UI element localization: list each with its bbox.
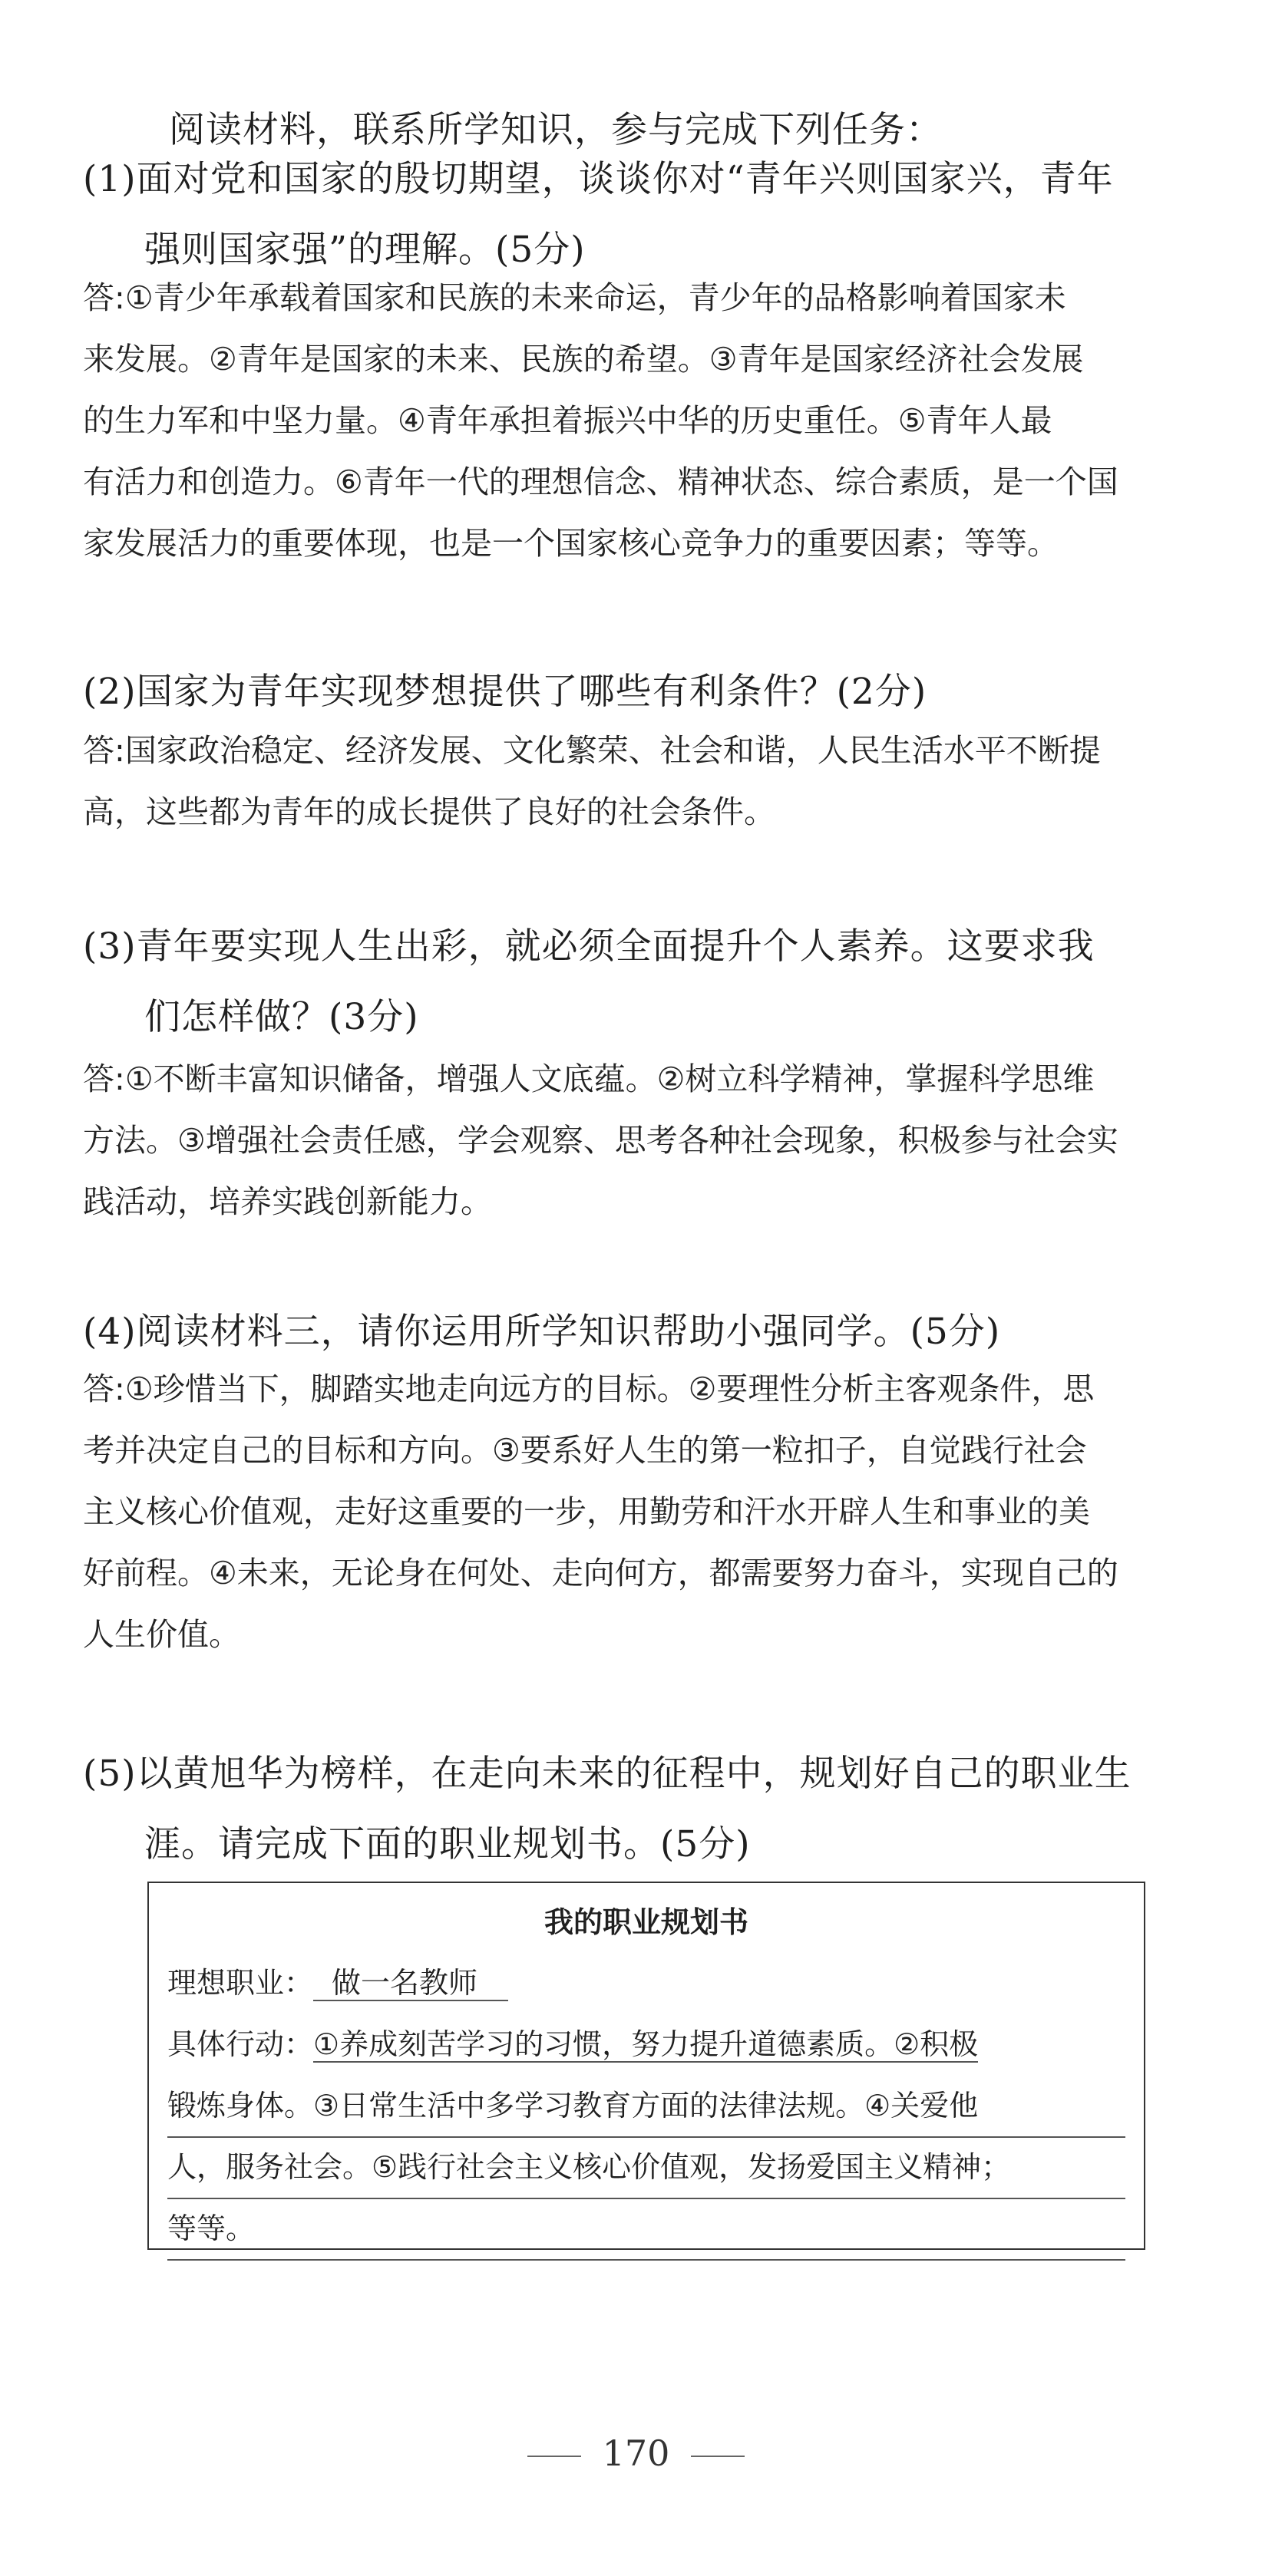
page-number-dash-left bbox=[527, 2456, 581, 2457]
answer-1-line: 家发展活力的重要体现，也是一个国家核心竞争力的重要因素；等等。 bbox=[83, 525, 1059, 562]
question-4-line-1: (4)阅读材料三，请你运用所学知识帮助小强同学。(5分) bbox=[83, 1311, 1001, 1353]
question-1 bbox=[83, 144, 1114, 285]
question-4 bbox=[83, 1297, 1000, 1367]
actions-text: 锻炼身体。③日常生活中多学习教育方面的法律法规。④关爱他 bbox=[167, 2075, 1125, 2138]
question-5-line-2: 涯。请完成下面的职业规划书。(5分) bbox=[144, 1823, 751, 1865]
reading-instruction: 阅读材料，联系所学知识，参与完成下列任务： bbox=[169, 109, 943, 151]
answer-2-line: 高，这些都为青年的成长提供了良好的社会条件。 bbox=[83, 793, 775, 830]
ideal-job-value: 做一名教师 bbox=[313, 1966, 508, 2001]
question-3-line-2: 们怎样做？(3分) bbox=[144, 996, 419, 1038]
answer-3-line: 答:①不断丰富知识储备，增强人文底蕴。②树立科学精神，掌握科学思维 bbox=[83, 1060, 1095, 1097]
question-5 bbox=[83, 1739, 1132, 1880]
actions-text: 等等。 bbox=[167, 2198, 1125, 2261]
actions-text: 人，服务社会。⑤践行社会主义核心价值观，发扬爱国主义精神； bbox=[167, 2136, 1125, 2199]
question-5-line-1: (5)以黄旭华为榜样，在走向未来的征程中，规划好自己的职业生 bbox=[83, 1753, 1132, 1795]
page-number-dash-right bbox=[691, 2456, 745, 2457]
answer-3-line: 践活动，培养实践创新能力。 bbox=[83, 1183, 492, 1220]
ideal-job-label: 理想职业： bbox=[167, 1966, 314, 2000]
answer-1-line: 有活力和创造力。⑥青年一代的理想信念、精神状态、综合素质，是一个国 bbox=[83, 463, 1118, 500]
answer-1-line: 答:①青少年承载着国家和民族的未来命运，青少年的品格影响着国家未 bbox=[83, 279, 1066, 316]
question-2 bbox=[83, 657, 927, 727]
actions-label: 具体行动： bbox=[167, 2027, 314, 2061]
answer-2-line: 答:国家政治稳定、经济发展、文化繁荣、社会和谐，人民生活水平不断提 bbox=[83, 732, 1101, 769]
answer-1-line: 的生力军和中坚力量。④青年承担着振兴中华的历史重任。⑤青年人最 bbox=[83, 402, 1052, 439]
question-1-line-2: 强则国家强”的理解。(5分) bbox=[144, 229, 586, 271]
career-plan-title: 我的职业规划书 bbox=[543, 1905, 748, 1939]
answer-4-line: 考并决定自己的目标和方向。③要系好人生的第一粒扣子，自觉践行社会 bbox=[83, 1432, 1087, 1469]
question-3-line-1: (3)青年要实现人生出彩，就必须全面提升个人素养。这要求我 bbox=[83, 925, 1095, 968]
answer-1 bbox=[83, 267, 1154, 574]
career-plan-box bbox=[147, 1882, 1145, 2250]
answer-1-line: 来发展。②青年是国家的未来、民族的希望。③青年是国家经济社会发展 bbox=[83, 341, 1084, 378]
answer-3-line: 方法。③增强社会责任感，学会观察、思考各种社会现象，积极参与社会实 bbox=[83, 1122, 1118, 1159]
question-3 bbox=[83, 912, 1095, 1053]
answer-4 bbox=[83, 1358, 1154, 1665]
actions-text: ①养成刻苦学习的习惯，努力提升道德素质。②积极 bbox=[313, 2027, 979, 2061]
answer-2 bbox=[83, 720, 1154, 843]
answer-4-line: 答:①珍惜当下，脚踏实地走向远方的目标。②要理性分析主客观条件，思 bbox=[83, 1370, 1095, 1407]
question-1-line-1: (1)面对党和国家的殷切期望，谈谈你对“青年兴则国家兴，青年 bbox=[83, 158, 1114, 200]
question-2-line-1: (2)国家为青年实现梦想提供了哪些有利条件？(2分) bbox=[83, 671, 927, 713]
answer-3 bbox=[83, 1048, 1154, 1232]
answer-4-line: 主义核心价值观，走好这重要的一步，用勤劳和汗水开辟人生和事业的美 bbox=[83, 1493, 1090, 1530]
page-number bbox=[0, 2433, 1272, 2474]
page-number-value: 170 bbox=[602, 2433, 670, 2474]
answer-4-line: 好前程。④未来，无论身在何处、走向何方，都需要努力奋斗，实现自己的 bbox=[83, 1555, 1118, 1591]
ideal-job-row bbox=[167, 1952, 1125, 2014]
answer-4-line: 人生价值。 bbox=[83, 1616, 240, 1653]
